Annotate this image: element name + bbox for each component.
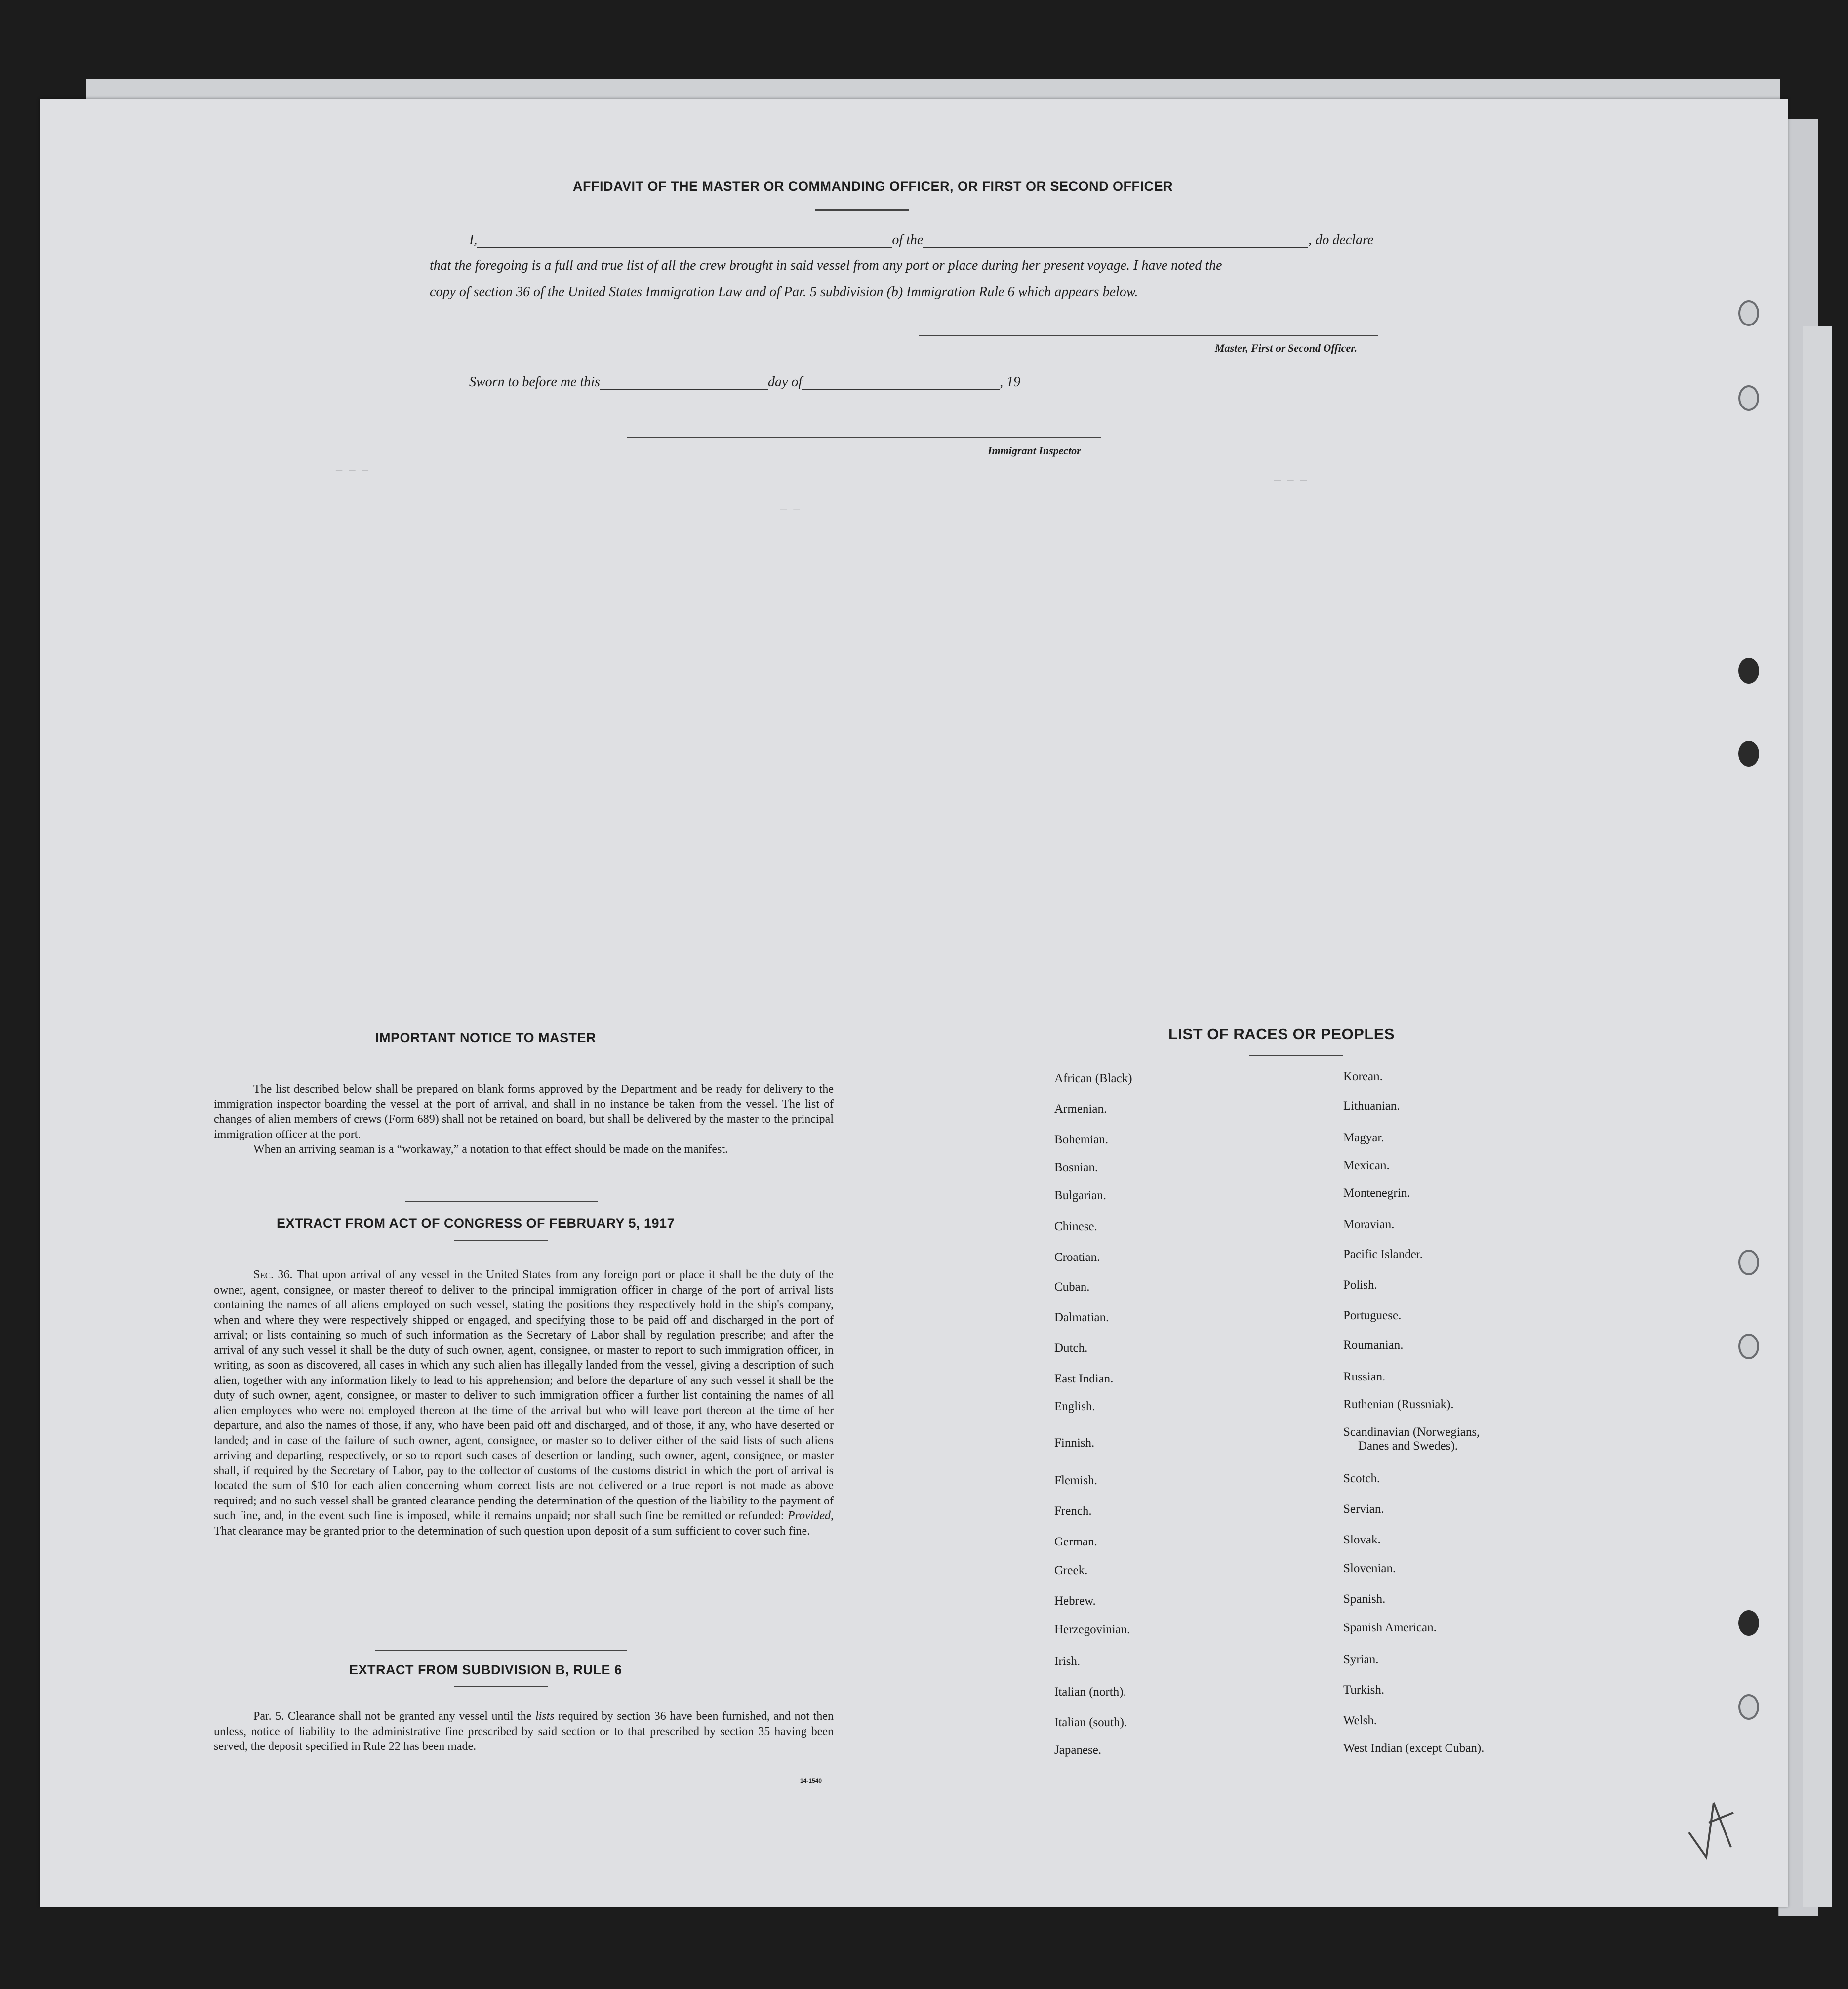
race-item: Servian. <box>1343 1502 1384 1516</box>
race-item: Syrian. <box>1343 1653 1379 1666</box>
race-item-continuation: Danes and Swedes). <box>1358 1439 1458 1453</box>
race-item: Slovak. <box>1343 1533 1381 1546</box>
race-item: Bulgarian. <box>1054 1189 1106 1202</box>
sworn-day-field[interactable] <box>600 376 768 390</box>
race-item: Herzegovinian. <box>1054 1623 1130 1636</box>
sworn-line <box>469 374 1020 390</box>
race-item: Roumanian. <box>1343 1339 1404 1352</box>
sworn-prefix: Sworn to before me this <box>469 374 600 390</box>
affidavit-declare: , do declare <box>1308 232 1374 247</box>
master-signature-line[interactable] <box>919 335 1378 336</box>
race-item: West Indian (except Cuban). <box>1343 1742 1485 1755</box>
rule-extract-title: EXTRACT FROM SUBDIVISION B, RULE 6 <box>349 1663 622 1677</box>
handwritten-check-mark <box>1684 1793 1743 1862</box>
title-underline <box>1249 1055 1343 1056</box>
race-item: Polish. <box>1343 1278 1377 1292</box>
officer-name-field[interactable] <box>477 234 892 248</box>
race-item: Portuguese. <box>1343 1309 1402 1322</box>
punch-hole <box>1738 385 1759 411</box>
race-item: Ruthenian (Russniak). <box>1343 1398 1454 1411</box>
race-item: Irish. <box>1054 1655 1081 1668</box>
race-item: Chinese. <box>1054 1220 1097 1233</box>
affidavit-title: AFFIDAVIT OF THE MASTER OR COMMANDING OFFICER, OR FIRST OR SECOND OFFICER <box>573 179 1173 194</box>
race-item: Scotch. <box>1343 1472 1380 1485</box>
race-item: Flemish. <box>1054 1474 1097 1487</box>
race-item: Russian. <box>1343 1370 1386 1383</box>
document-page <box>40 99 1788 1907</box>
races-title: LIST OF RACES OR PEOPLES <box>1168 1025 1395 1043</box>
race-item: Magyar. <box>1343 1131 1384 1144</box>
race-item: Mexican. <box>1343 1159 1390 1172</box>
race-item: Italian (north). <box>1054 1685 1126 1699</box>
section-divider <box>405 1201 598 1202</box>
vessel-name-field[interactable] <box>923 234 1308 248</box>
race-item: Welsh. <box>1343 1714 1377 1727</box>
section-divider <box>375 1650 627 1651</box>
inspector-signature-label: Immigrant Inspector <box>988 445 1081 457</box>
race-item: German. <box>1054 1535 1097 1548</box>
race-item: Lithuanian. <box>1343 1099 1400 1113</box>
punch-hole <box>1738 1694 1759 1720</box>
race-item: Greek. <box>1054 1564 1088 1577</box>
sec-36-label: Sec. 36. <box>253 1268 293 1281</box>
race-item: Scandinavian (Norwegians, <box>1343 1425 1480 1439</box>
title-underline <box>454 1240 548 1241</box>
race-item: Dalmatian. <box>1054 1311 1109 1324</box>
sworn-year: , 19 <box>1000 374 1021 390</box>
race-item: Korean. <box>1343 1070 1383 1083</box>
race-item: Moravian. <box>1343 1218 1395 1231</box>
par-5-text <box>214 1709 834 1754</box>
par-5-text-b: required by section 36 have been furnished, and not then unless, notice of liability to the administrative fine prescribed by said section or to that prescribed by section 35 having been served, the deposit specified in Rule 22 has been made. <box>214 1710 834 1753</box>
sworn-month-field[interactable] <box>802 376 1000 390</box>
race-item: Spanish. <box>1343 1592 1386 1606</box>
race-item: Spanish American. <box>1343 1621 1437 1634</box>
punch-hole <box>1738 658 1759 684</box>
punch-hole <box>1738 741 1759 767</box>
affidavit-i: I, <box>469 232 478 247</box>
race-item: Pacific Islander. <box>1343 1248 1423 1261</box>
lists-word: lists <box>535 1710 555 1723</box>
notice-title: IMPORTANT NOTICE TO MASTER <box>375 1030 596 1045</box>
race-item: East Indian. <box>1054 1372 1114 1385</box>
race-item: Bohemian. <box>1054 1133 1109 1146</box>
bleed-through-mark: — — <box>780 504 800 516</box>
race-item: Cuban. <box>1054 1280 1090 1294</box>
notice-paragraph-2: When an arriving seaman is a “workaway,” a notation to that effect should be made on the manifest. <box>253 1143 728 1156</box>
underlying-sheet-edge <box>1803 326 1832 1907</box>
title-underline <box>815 209 909 211</box>
affidavit-line-3: copy of section 36 of the United States Immigration Law and of Par. 5 subdivision (b) Immigration Rule 6 which appears below. <box>430 284 1138 300</box>
punch-hole <box>1738 1334 1759 1359</box>
provided-label: Provided, <box>787 1509 834 1522</box>
section-36-text <box>214 1267 834 1539</box>
race-item: French. <box>1054 1504 1092 1518</box>
act-extract-title: EXTRACT FROM ACT OF CONGRESS OF FEBRUARY 5, 1917 <box>277 1216 675 1231</box>
race-item: Turkish. <box>1343 1683 1385 1697</box>
affidavit-of-the: of the <box>892 232 924 247</box>
sworn-day-of: day of <box>767 374 803 390</box>
race-item: Finnish. <box>1054 1436 1095 1450</box>
bleed-through-mark: — — — <box>336 464 369 477</box>
punch-hole <box>1738 300 1759 326</box>
sec-36-body: That upon arrival of any vessel in the United States from any foreign port or place it shall be the duty of the owner, agent, consignee, or master thereof to deliver to the principal immigration officer in charge of the port of arrival lists containing the names of all aliens employed on such vessel, stating the positions they respectively hold in the ship's company, when and where they were respectively shipped or engaged, and specifying those to be paid off and discharged in the port of arrival; or lists containing so much of such information as the Secretary of Labor shall by regulation prescribe; and after the arrival of any such vessel it shall be the duty of such owner, agent, consignee, or master to report to such immigration officer, in writing, as soon as discovered, all cases in which any such alien has illegally landed from the vessel, giving a description of such alien, together with any information likely to lead to his apprehension; and before the departure of any such vessel it shall be the duty of such owner, agent, consignee, or master to deliver to such immigration officer a further list containing the names of all alien employees who were not employed thereon at the time of the arrival but who will leave port thereon at the time of her departure, and also the names of those, if any, who have been paid off and discharged, and of those, if any, who have deserted or landed; and in case of the failure of such owner, agent, consignee, or master so to deliver either of the said lists of such aliens arriving and departing, respectively, or so to report such cases of desertion or landing, such owner, agent, consignee, or master shall, if required by the Secretary of Labor, pay to the collector of customs of the customs district in which the port of arrival is located the sum of $10 for each alien concerning whom correct lists are not delivered or a true report is not made as above required; and no such vessel shall be granted clearance pending the determination of the question of the liability to the payment of such fine, and, in the event such fine is imposed, while it remains unpaid; nor shall such fine be remitted or refunded: <box>214 1268 834 1522</box>
race-item: Japanese. <box>1054 1744 1102 1757</box>
race-item: Bosnian. <box>1054 1161 1098 1174</box>
punch-hole <box>1738 1250 1759 1275</box>
affidavit-line-2: that the foregoing is a full and true list of all the crew brought in said vessel from any port or place during her present voyage. I have noted the <box>430 258 1222 273</box>
rule-extract-body <box>214 1709 834 1754</box>
act-extract-body <box>214 1267 834 1539</box>
race-item: Montenegrin. <box>1343 1186 1410 1200</box>
affidavit-line-1 <box>469 232 1373 248</box>
sec-36-end: That clearance may be granted prior to the determination of such question upon deposit of a sum sufficient to cover such fine. <box>214 1524 810 1538</box>
title-underline <box>454 1686 548 1687</box>
race-item: Dutch. <box>1054 1341 1088 1355</box>
punch-hole <box>1738 1610 1759 1636</box>
race-item: Slovenian. <box>1343 1562 1396 1575</box>
race-item: Armenian. <box>1054 1102 1107 1116</box>
race-item: Croatian. <box>1054 1251 1100 1264</box>
race-item: Hebrew. <box>1054 1594 1096 1608</box>
form-number: 14-1540 <box>800 1777 822 1784</box>
notice-body <box>214 1082 834 1157</box>
notice-paragraph-1: The list described below shall be prepared on blank forms approved by the Department and be ready for delivery to the immigration inspector boarding the vessel at the port of arrival, and shall in no instance be taken from the vessel. The list of changes of alien members of crews (Form 689) shall not be retained on board, but shall be delivered by the master to the principal immigration officer at the port. <box>214 1083 834 1141</box>
master-signature-label: Master, First or Second Officer. <box>1215 342 1358 354</box>
race-item: English. <box>1054 1400 1095 1413</box>
race-item: Italian (south). <box>1054 1716 1127 1729</box>
inspector-signature-line[interactable] <box>627 437 1101 438</box>
bleed-through-mark: — — — <box>1274 474 1307 487</box>
par-5-text-a: Par. 5. Clearance shall not be granted any vessel until the <box>253 1710 532 1723</box>
race-item: African (Black) <box>1054 1072 1132 1085</box>
